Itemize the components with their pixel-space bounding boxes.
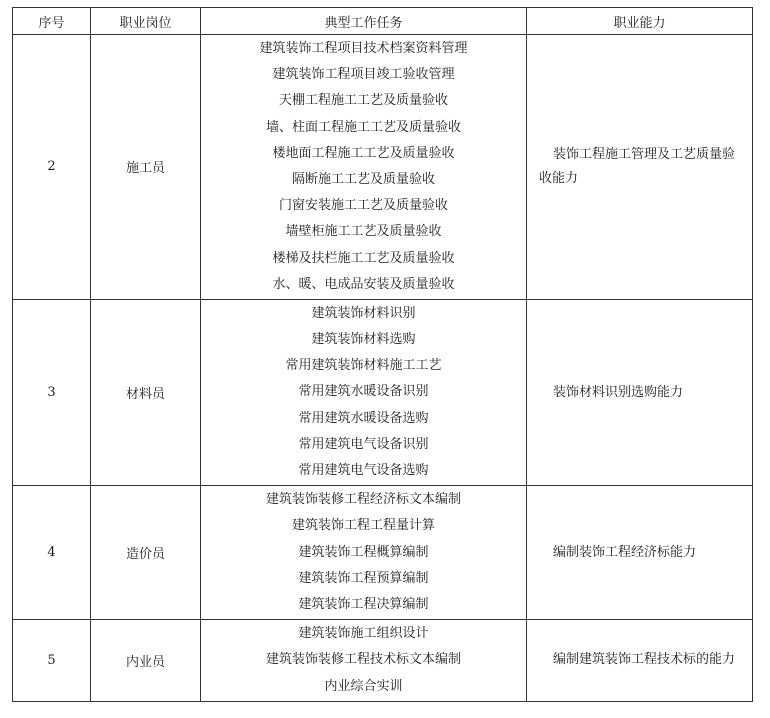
header-no: 序号: [13, 8, 91, 35]
task-item: 常用建筑电气设备选购: [298, 463, 429, 478]
task-item: 建筑装饰材料识别: [311, 305, 416, 321]
task-item: 建筑装饰装修工程经济标文本编制: [265, 492, 461, 508]
header-tasks: 典型工作任务: [201, 8, 527, 35]
ability-text: 编制建筑装饰工程技术标的能力: [553, 652, 736, 668]
task-item: 建筑装饰工程概算编制: [298, 544, 429, 560]
header-row: [13, 8, 753, 35]
row-tasks: [201, 35, 527, 300]
header-ability: 职业能力: [527, 8, 753, 35]
task-item: 常用建筑装饰材料施工工艺: [285, 358, 442, 374]
table-row: [13, 486, 753, 620]
row-position: 内业员: [91, 620, 201, 702]
task-item: 常用建筑水暖设备识别: [298, 384, 429, 400]
task-item: 墙壁柜施工工艺及质量验收: [285, 224, 442, 240]
task-item: 隔断施工工艺及质量验收: [291, 171, 435, 187]
row-no: 3: [13, 299, 91, 485]
task-item: 楼梯及扶栏施工工艺及质量验收: [272, 250, 455, 266]
table-row: [13, 620, 753, 702]
header-position: 职业岗位: [91, 8, 201, 35]
row-ability: [527, 35, 753, 300]
task-item: 天棚工程施工工艺及质量验收: [278, 93, 448, 109]
ability-text: 编制装饰工程经济标能力: [553, 544, 697, 560]
task-item: 建筑装饰工程项目竣工验收管理: [272, 67, 455, 83]
task-item: 常用建筑电气设备识别: [298, 436, 429, 452]
row-no: 2: [13, 35, 91, 300]
task-item: 建筑装饰工程预算编制: [298, 570, 429, 586]
row-no: 5: [13, 620, 91, 702]
task-item: 常用建筑水暖设备选购: [298, 410, 429, 426]
row-ability: [527, 299, 753, 485]
task-item: 内业综合实训: [324, 678, 403, 694]
row-tasks: [201, 299, 527, 485]
task-item: 楼地面工程施工工艺及质量验收: [272, 145, 455, 161]
row-tasks: [201, 486, 527, 620]
table-row: [13, 35, 753, 300]
task-item: 建筑装饰工程决算编制: [298, 596, 429, 612]
task-item: 建筑装饰施工组织设计: [298, 626, 429, 642]
row-position: 造价员: [91, 486, 201, 620]
task-item: 门窗安装施工工艺及质量验收: [278, 198, 448, 214]
table-row: [13, 299, 753, 485]
task-item: 建筑装饰装修工程技术标文本编制: [265, 652, 461, 668]
job-task-table: [12, 7, 753, 702]
row-position: 材料员: [91, 299, 201, 485]
ability-text: 装饰工程施工管理及工艺质量验收能力: [539, 146, 736, 186]
row-ability: [527, 486, 753, 620]
row-position: 施工员: [91, 35, 201, 300]
row-ability: [527, 620, 753, 702]
task-item: 建筑装饰工程项目技术档案资料管理: [259, 41, 468, 56]
row-tasks: [201, 620, 527, 702]
task-item: 水、暖、电成品安装及质量验收: [272, 276, 455, 292]
task-item: 建筑装饰工程工程量计算: [291, 518, 435, 534]
task-item: 建筑装饰材料选购: [311, 332, 416, 348]
task-item: 墙、柱面工程施工工艺及质量验收: [265, 119, 461, 135]
ability-text: 装饰材料识别选购能力: [553, 384, 684, 400]
row-no: 4: [13, 486, 91, 620]
